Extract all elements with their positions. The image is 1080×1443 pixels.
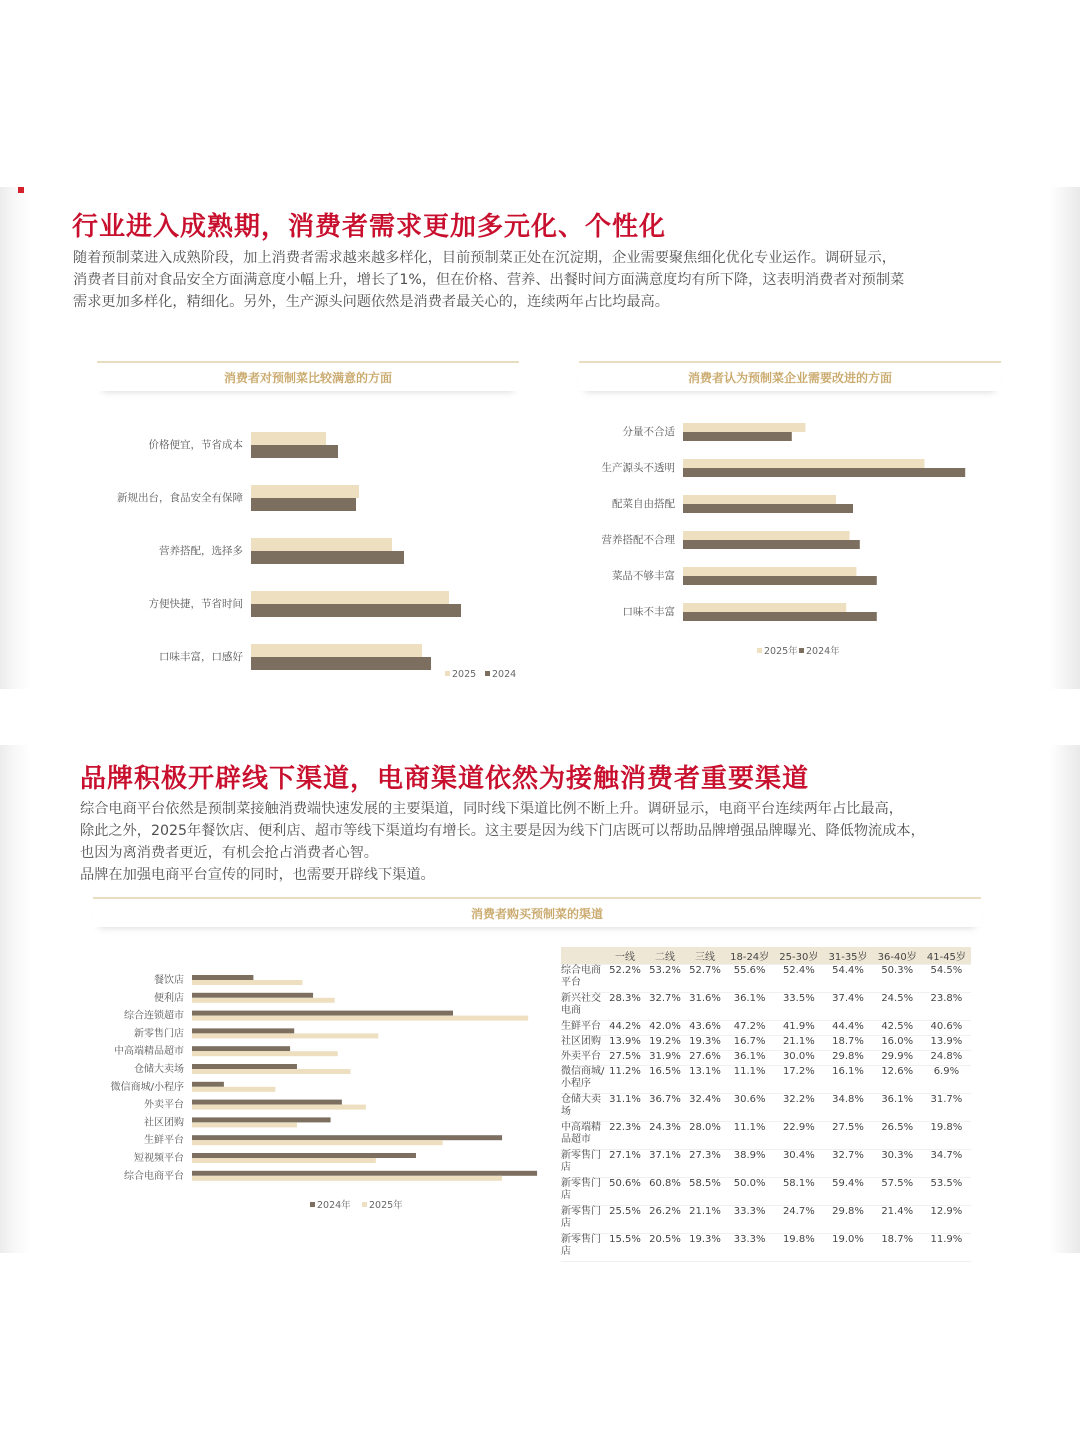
paragraph-line: 品牌在加强电商平台宣传的同时，也需要开辟线下渠道。 (80, 867, 435, 883)
channel-chart (90, 968, 550, 1218)
row-label: 新零售门店 (561, 1178, 601, 1201)
legend-swatch (362, 1202, 367, 1207)
table-cell: 16.0% (881, 1036, 914, 1047)
table-cell: 26.5% (881, 1122, 914, 1133)
table-cell: 18.7% (832, 1036, 864, 1047)
table-cell: 43.6% (689, 1021, 721, 1032)
legend-label: 2025年 (764, 646, 798, 657)
bar-light (192, 1016, 528, 1021)
category-label: 短视频平台 (134, 1153, 184, 1164)
bar-dark (192, 1100, 342, 1105)
legend-swatch (445, 671, 450, 676)
table-cell: 30.4% (782, 1150, 815, 1161)
column-header: 三线 (685, 947, 725, 965)
table-cell: 28.0% (689, 1122, 721, 1133)
legend-swatch (310, 1202, 315, 1207)
table-body (561, 965, 971, 1262)
table-cell: 27.6% (689, 1051, 721, 1062)
satisfaction-chart (90, 420, 530, 685)
column-header: 31-35岁 (823, 947, 872, 965)
legend-swatch (485, 671, 490, 676)
bar-dark (251, 604, 461, 617)
table-cell: 25.5% (609, 1206, 641, 1217)
bar-dark (192, 1064, 297, 1069)
legend-swatch (757, 648, 762, 653)
table-cell: 11.2% (609, 1066, 641, 1077)
column-header: 36-40岁 (873, 947, 922, 965)
table-cell: 50.0% (733, 1178, 766, 1189)
paragraph-line: 需求更加多样化，精细化。另外，生产源头问题依然是消费者最关心的，连续两年占比均最高。 (73, 294, 669, 310)
category-label: 外卖平台 (144, 1099, 184, 1111)
bar-light (251, 538, 392, 551)
table-cell: 33.3% (733, 1234, 766, 1245)
bar-light (192, 1140, 443, 1145)
table-cell: 28.3% (609, 993, 641, 1004)
table-cell: 11.1% (733, 1066, 766, 1077)
table-cell: 27.1% (609, 1150, 641, 1161)
table-cell: 33.5% (782, 993, 815, 1004)
table-cell: 53.5% (930, 1178, 963, 1189)
table-cell: 52.7% (689, 965, 721, 976)
bar-light (683, 567, 856, 576)
legend-swatch (799, 648, 804, 653)
bar-light (683, 531, 850, 540)
table-cell: 13.1% (689, 1066, 721, 1077)
table-cell: 36.1% (733, 1051, 766, 1062)
column-header: 18-24岁 (725, 947, 774, 965)
table-corner-cell (561, 947, 605, 965)
table-cell: 30.6% (733, 1094, 766, 1105)
category-label: 生鲜平台 (144, 1135, 184, 1147)
bar-light (192, 998, 335, 1003)
bar-light (251, 485, 359, 498)
table-cell: 21.1% (782, 1036, 815, 1047)
table-cell: 60.8% (649, 1178, 681, 1189)
table-cell: 34.8% (832, 1094, 864, 1105)
table-cell: 24.8% (930, 1051, 963, 1062)
table-cell: 24.7% (782, 1206, 815, 1217)
table-cell: 24.3% (649, 1122, 681, 1133)
paragraph-line: 也因为离消费者更近，有机会抢占消费者心智。 (80, 845, 378, 861)
table-cell: 50.3% (881, 965, 914, 976)
table-cell: 31.7% (930, 1094, 963, 1105)
table-cell: 31.6% (689, 993, 721, 1004)
row-label: 综合电商平台 (561, 965, 601, 988)
category-label: 便利店 (154, 992, 184, 1004)
column-header: 一线 (605, 947, 645, 965)
section-2-title: 品牌积极开辟线下渠道，电商渠道依然为接触消费者重要渠道 (80, 764, 810, 794)
table-cell: 21.1% (689, 1206, 721, 1217)
table-cell: 29.9% (881, 1051, 914, 1062)
bar-dark (683, 612, 877, 621)
table-cell: 19.8% (782, 1234, 815, 1245)
category-label: 微信商城/小程序 (110, 1081, 184, 1093)
bar-light (192, 1087, 275, 1092)
table-cell: 47.2% (733, 1021, 766, 1032)
category-label: 菜品不够丰富 (612, 570, 675, 582)
table-row (561, 1036, 971, 1051)
table-cell: 19.3% (689, 1036, 721, 1047)
table-row (561, 1178, 971, 1206)
category-label: 口味丰富，口感好 (159, 651, 243, 663)
row-label: 新零售门店 (561, 1206, 601, 1229)
bar-dark (683, 504, 853, 513)
table-cell: 22.3% (609, 1122, 641, 1133)
category-label: 中高端精品超市 (114, 1046, 184, 1058)
row-label: 生鲜平台 (561, 1021, 601, 1032)
category-label: 综合连锁超市 (124, 1010, 184, 1022)
table-cell: 24.5% (881, 993, 914, 1004)
table-cell: 32.4% (689, 1094, 721, 1105)
table-cell: 44.4% (832, 1021, 864, 1032)
table-cell: 16.1% (832, 1066, 864, 1077)
row-label: 社区团购 (561, 1036, 601, 1047)
paragraph-line: 消费者目前对食品安全方面满意度小幅上升，增长了1%，但在价格、营养、出餐时间方面满意度均有所下降，这表明消费者对预制菜 (73, 272, 905, 288)
table-cell: 16.7% (733, 1036, 766, 1047)
table-cell: 31.1% (609, 1094, 641, 1105)
table-cell: 37.4% (832, 993, 864, 1004)
category-label: 口味不丰富 (622, 606, 675, 618)
section-1-title: 行业进入成熟期，消费者需求更加多元化、个性化 (72, 212, 667, 242)
table-cell: 53.2% (649, 965, 681, 976)
category-label: 方便快捷，节省时间 (148, 598, 243, 610)
table-cell: 41.9% (782, 1021, 815, 1032)
row-label: 仓储大卖场 (561, 1094, 601, 1117)
bar-dark (251, 498, 356, 511)
table-row (561, 1122, 971, 1150)
category-label: 价格便宜，节省成本 (148, 439, 243, 451)
bar-light (192, 1033, 378, 1038)
table-cell: 11.1% (733, 1122, 766, 1133)
table-cell: 36.7% (649, 1094, 681, 1105)
bar-dark (251, 551, 404, 564)
table-cell: 37.1% (649, 1150, 681, 1161)
table-row (561, 1150, 971, 1178)
improvement-chart (585, 415, 1005, 665)
bar-light (192, 980, 302, 985)
table-cell: 57.5% (881, 1178, 914, 1189)
table-cell: 29.8% (832, 1051, 864, 1062)
bar-light (251, 432, 326, 445)
table-cell: 27.3% (689, 1150, 721, 1161)
table-cell: 58.1% (782, 1178, 815, 1189)
bar-dark (192, 1135, 502, 1140)
table-row (561, 1051, 971, 1066)
table-cell: 55.6% (733, 965, 766, 976)
table-cell: 32.2% (782, 1094, 815, 1105)
row-label: 中高端精品超市 (561, 1122, 601, 1145)
bar-dark (192, 975, 253, 980)
table-row (561, 1206, 971, 1234)
table-cell: 12.6% (881, 1066, 914, 1077)
bar-dark (192, 1046, 290, 1051)
table-cell: 12.9% (930, 1206, 963, 1217)
row-label: 外卖平台 (561, 1051, 601, 1062)
table-cell: 54.5% (930, 965, 963, 976)
column-header: 41-45岁 (922, 947, 971, 965)
table-cell: 32.7% (649, 993, 681, 1004)
table-cell: 23.8% (930, 993, 963, 1004)
table-cell: 36.1% (733, 993, 766, 1004)
bar-light (683, 603, 846, 612)
category-label: 餐饮店 (154, 975, 184, 986)
table-cell: 22.9% (782, 1122, 815, 1133)
paragraph-line: 除此之外，2025年餐饮店、便利店、超市等线下渠道均有增长。这主要是因为线下门店既可以帮助品牌增强品牌曝光、降低物流成本， (80, 823, 925, 839)
category-label: 社区团购 (144, 1117, 184, 1129)
bar-light (251, 591, 449, 604)
table-cell: 42.5% (881, 1021, 914, 1032)
category-label: 分量不合适 (622, 426, 675, 438)
table-cell: 26.2% (649, 1206, 681, 1217)
table-cell: 11.9% (930, 1234, 963, 1245)
table-cell: 13.9% (609, 1036, 641, 1047)
row-label: 新零售门店 (561, 1234, 601, 1257)
bar-light (683, 423, 805, 432)
category-label: 营养搭配不合理 (601, 534, 675, 546)
bar-dark (192, 1117, 331, 1122)
chart-3-title: 消费者购买预制菜的渠道 (93, 897, 981, 927)
category-label: 营养搭配，选择多 (159, 545, 243, 557)
table-row (561, 1094, 971, 1122)
bar-dark (192, 1171, 537, 1176)
section-2-paragraph (80, 798, 925, 886)
bar-light (192, 1158, 376, 1163)
table-cell: 16.5% (649, 1066, 681, 1077)
category-label: 仓储大卖场 (134, 1064, 184, 1075)
table-cell: 6.9% (933, 1066, 960, 1077)
bar-light (683, 459, 924, 468)
legend-label: 2025年 (369, 1200, 403, 1211)
bar-light (192, 1105, 366, 1110)
bar-dark (192, 1011, 453, 1016)
category-label: 新规出台，食品安全有保障 (117, 492, 243, 504)
bar-dark (192, 993, 313, 998)
table-cell: 19.0% (832, 1234, 864, 1245)
bar-dark (251, 445, 338, 458)
table-cell: 20.5% (649, 1234, 681, 1245)
row-label: 新零售门店 (561, 1150, 601, 1173)
table-row (561, 965, 971, 993)
table-cell: 21.4% (881, 1206, 914, 1217)
paragraph-line: 随着预制菜进入成熟阶段，加上消费者需求越来越多样化，目前预制菜正处在沉淀期，企业需要聚焦细化优化专业运作。调研显示， (73, 250, 896, 266)
table-cell: 13.9% (930, 1036, 963, 1047)
column-header: 二线 (645, 947, 685, 965)
table-cell: 58.5% (689, 1178, 721, 1189)
table-cell: 19.3% (689, 1234, 721, 1245)
table-row (561, 1066, 971, 1094)
paragraph-line: 综合电商平台依然是预制菜接触消费端快速发展的主要渠道，同时线下渠道比例不断上升。调研显示，电商平台连续两年占比最高， (80, 801, 903, 817)
legend-label: 2024年 (317, 1200, 351, 1211)
legend-label: 2024年 (806, 646, 840, 657)
table-row (561, 1234, 971, 1262)
chart-2-title: 消费者认为预制菜企业需要改进的方面 (579, 361, 1001, 391)
table-cell: 30.3% (881, 1150, 914, 1161)
bar-dark (192, 1153, 416, 1158)
table-row (561, 1021, 971, 1036)
table-cell: 27.5% (832, 1122, 864, 1133)
bar-dark (192, 1082, 224, 1087)
table-cell: 31.9% (649, 1051, 681, 1062)
legend-label: 2024 (492, 669, 517, 680)
red-corner-mark (18, 187, 24, 193)
chart-1-title: 消费者对预制菜比较满意的方面 (97, 361, 519, 391)
table-cell: 54.4% (832, 965, 864, 976)
bar-dark (683, 540, 860, 549)
table-cell: 15.5% (609, 1234, 641, 1245)
table-cell: 42.0% (649, 1021, 681, 1032)
category-label: 综合电商平台 (124, 1170, 184, 1182)
table-cell: 52.4% (782, 965, 815, 976)
bar-dark (683, 468, 965, 477)
category-label: 配菜自由搭配 (612, 498, 675, 510)
bar-dark (683, 432, 792, 441)
bar-dark (192, 1028, 294, 1033)
bar-dark (251, 657, 431, 670)
table-cell: 19.2% (649, 1036, 681, 1047)
table-cell: 38.9% (733, 1150, 766, 1161)
category-label: 新零售门店 (134, 1028, 184, 1040)
table-cell: 33.3% (733, 1206, 766, 1217)
column-header: 25-30岁 (774, 947, 823, 965)
bar-light (192, 1051, 338, 1056)
table-cell: 59.4% (832, 1178, 864, 1189)
row-label: 新兴社交电商 (561, 993, 601, 1016)
table-cell: 17.2% (782, 1066, 815, 1077)
table-cell: 50.6% (609, 1178, 641, 1189)
table-cell: 30.0% (782, 1051, 815, 1062)
bar-light (192, 1122, 297, 1127)
table-header-row (561, 947, 971, 965)
channel-table (561, 947, 971, 1262)
table-row (561, 993, 971, 1021)
bar-light (251, 644, 422, 657)
bar-light (683, 495, 836, 504)
legend-label: 2025 (452, 669, 477, 680)
table-cell: 52.2% (609, 965, 641, 976)
category-label: 生产源头不透明 (601, 462, 675, 474)
table-cell: 27.5% (609, 1051, 641, 1062)
table-cell: 36.1% (881, 1094, 914, 1105)
table-cell: 29.8% (832, 1206, 864, 1217)
row-label: 微信商城/小程序 (561, 1066, 605, 1089)
section-1-paragraph (73, 247, 904, 313)
table-cell: 34.7% (930, 1150, 963, 1161)
table-cell: 18.7% (881, 1234, 914, 1245)
bar-dark (683, 576, 877, 585)
bar-light (192, 1176, 502, 1181)
table-cell: 19.8% (930, 1122, 963, 1133)
table-cell: 40.6% (930, 1021, 963, 1032)
table-cell: 44.2% (609, 1021, 641, 1032)
bar-light (192, 1069, 350, 1074)
table-cell: 32.7% (832, 1150, 864, 1161)
